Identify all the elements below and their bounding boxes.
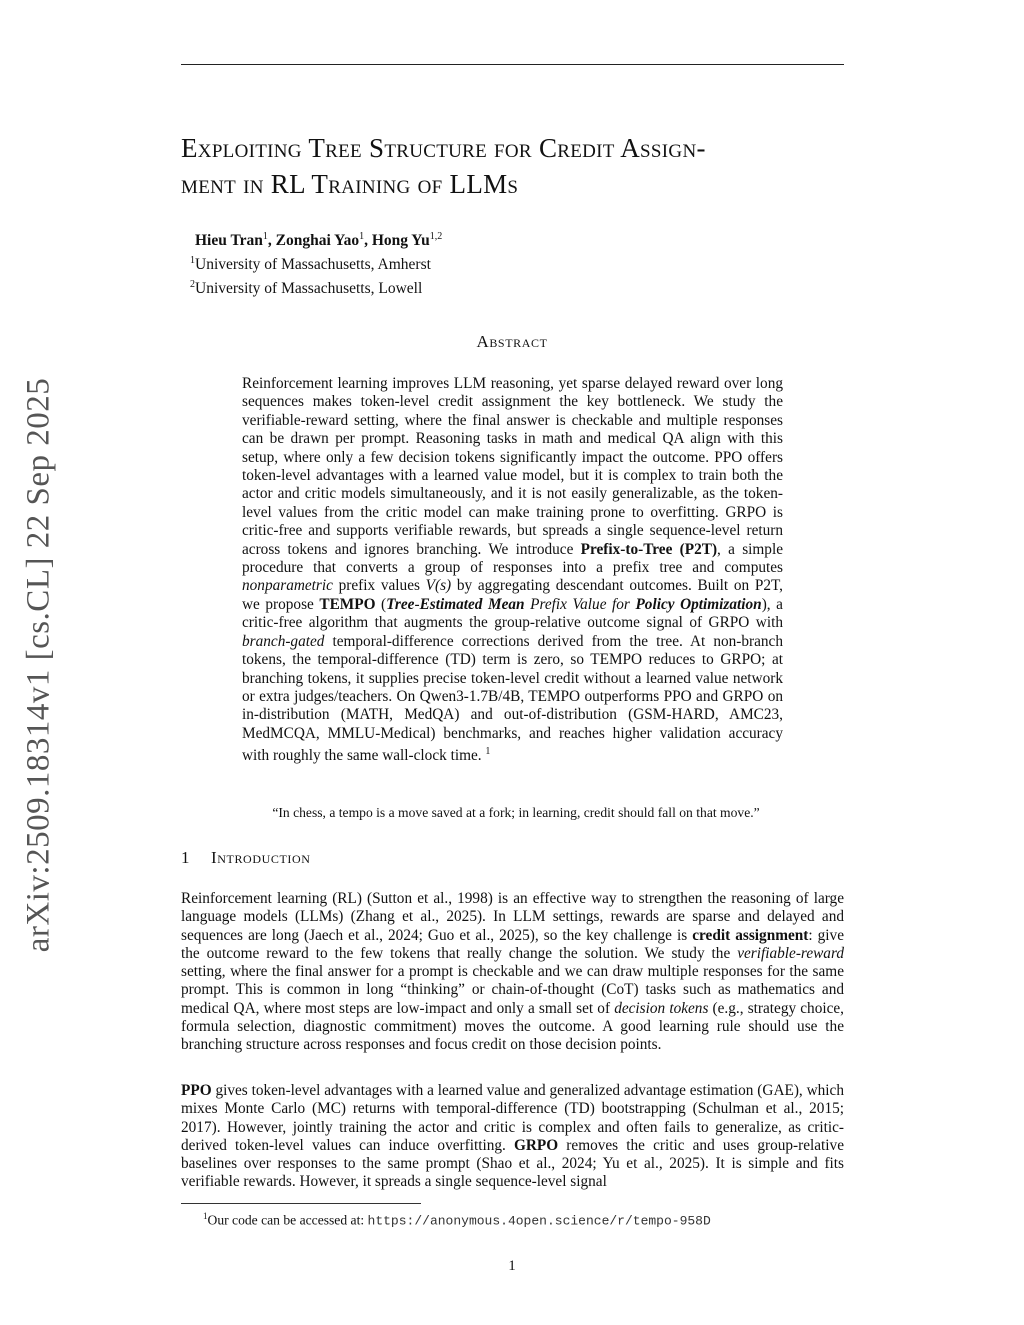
p2t-term: Prefix-to-Tree (P2T) — [580, 540, 718, 558]
value-function-symbol: V(s) — [425, 577, 452, 595]
abstract-body: Reinforcement learning improves LLM reasoning, yet sparse delayed reward over long sequences makes token-level credit assignment the key bottleneck. We study the verifiable-reward setting, where the final answer is checkable and multiple responses can be drawn per prompt. Reasoning tasks in math and medical QA align with this setup, where only a few decision tokens significantly impact the outcome. PPO offers token-level advantages with a learned value model, but it is complex to train both the actor and critic models simultaneously, and it is not easily generalizable, as the token-level values from the critic model can make training prone to overfitting. GRPO is critic-free and supports verifiable rewards, but spreads a single sequence-level return across tokens and ignores branching. We introduce Prefix-to-Tree (P2T), a simple procedure that converts a group of responses into a prefix tree and computes nonparametric prefix values V(s) by aggregating descendant outcomes. Built on P2T, we propose TEMPO (Tree-Estimated Mean Prefix Value for Policy Optimization), a critic-free algorithm that augments the group-relative outcome signal of GRPO with branch-gated temporal-difference corrections derived from the tree. At non-branch tokens, the temporal-difference (TD) term is zero, so TEMPO reduces to GRPO; at branching tokens, it supplies precise token-level credit without a learned value network or extra judges/teachers. On Qwen3-1.7B/4B, TEMPO outperforms PPO and GRPO on in-distribution (MATH, MedQA) and out-of-distribution (GSM-HARD, AMC23, MedMCQA, MMLU-Medical) benchmarks, and reaches higher validation accuracy with roughly the same wall-clock time. $^1$ — [242, 375, 784, 765]
ppo-term: PPO — [181, 1082, 212, 1099]
author-names: Hieu Tran$^1$, Zonghai Yao$^1$, Hong Yu$^{1,2}$ — [195, 231, 443, 250]
footnote-reference[interactable]: 1 — [485, 746, 491, 758]
footnote-rule — [181, 1203, 421, 1204]
intro-paragraph-2: PPO gives token-level advantages with a learned value and generalized advantage estimation (GAE), which mixes Monte Carlo (MC) returns with temporal-difference (TD) bootstrapping (Schulman et al., 2015; 2017). However, jointly training the actor and critic is complex and often fails to generalize, as critic-derived token-level values can induce overfitting. GRPO removes the critic and uses group-relative baselines over responses to the same prompt (Shao et al., 2024; Yu et al., 2025). It is simple and fits verifiable rewards. However, it spreads a single sequence-level signal — [181, 1082, 844, 1191]
top-rule — [181, 64, 844, 65]
section-heading — [181, 848, 311, 868]
decision-tokens-term: decision tokens — [614, 999, 709, 1017]
author-name: Zonghai Yao — [275, 232, 360, 250]
affiliation-text: University of Massachusetts, Amherst — [195, 256, 431, 274]
author-name: Hieu Tran — [195, 232, 263, 250]
author-affiliation-mark: 1 — [262, 231, 268, 242]
credit-assignment-term: credit assignment — [692, 926, 809, 944]
code-url-link[interactable]: https://anonymous.4open.science/r/tempo-958D — [367, 1213, 711, 1229]
author-name: Hong Yu — [371, 232, 430, 250]
title-line-1: Exploiting Tree Structure for Credit Assign- — [181, 133, 706, 163]
tempo-term: TEMPO — [319, 595, 376, 613]
tempo-expansion: Tree-Estimated Mean Prefix Value for Policy Optimization — [386, 595, 762, 613]
affiliation-number: 2 — [190, 279, 195, 291]
paper-title — [181, 130, 851, 202]
author-affiliation-mark: 1,2 — [429, 231, 443, 242]
page-number: 1 — [508, 1258, 516, 1274]
nonparametric-term: nonparametric — [242, 577, 333, 595]
footnote — [203, 1207, 711, 1231]
epigraph-quote: “In chess, a tempo is a move saved at a fork; in learning, credit should fall on that move.” — [272, 805, 760, 820]
affiliation-text: University of Massachusetts, Lowell — [195, 280, 423, 298]
affiliation-number: 1 — [190, 255, 195, 267]
footnote-text: Our code can be accessed at: — [207, 1212, 368, 1228]
footnote-mark: 1 — [203, 1211, 208, 1221]
verifiable-reward-term: verifiable-reward — [737, 944, 844, 962]
title-line-2: ment in RL Training of LLMs — [181, 169, 519, 199]
abstract-heading: Abstract — [476, 332, 548, 351]
grpo-term: GRPO — [513, 1136, 559, 1154]
section-title: Introduction — [211, 848, 311, 867]
intro-paragraph-1: Reinforcement learning (RL) (Sutton et al., 1998) is an effective way to strengthen the reasoning of large language models (LLMs) (Zhang et al., 2025). In LLM settings, rewards are sparse and delayed and sequences are long (Jaech et al., 2024; Guo et al., 2025), so the key challenge is credit assignment: give the outcome reward to the few tokens that really change the solution. We study the verifiable-reward setting, where the final answer for a prompt is checkable and we can draw multiple responses for the same prompt. This is common in long “thinking” or chain-of-thought (CoT) tasks such as mathematics and medical QA, where most steps are low-impact and only a small set of decision tokens (e.g., strategy choice, formula selection, diagnostic commitment) moves the outcome. A good learning rule should use the branching structure across responses and focus credit on those decision points. — [181, 890, 845, 1054]
affiliation-line — [190, 275, 442, 299]
arxiv-identifier-stamp: arXiv:2509.18314v1 [cs.CL] 22 Sep 2025 — [20, 377, 57, 953]
affiliation-line — [190, 251, 442, 275]
section-number: 1 — [181, 848, 191, 867]
branch-gated-term: branch-gated — [242, 632, 325, 650]
author-affiliation-mark: 1 — [359, 231, 365, 242]
author-block — [190, 227, 442, 299]
